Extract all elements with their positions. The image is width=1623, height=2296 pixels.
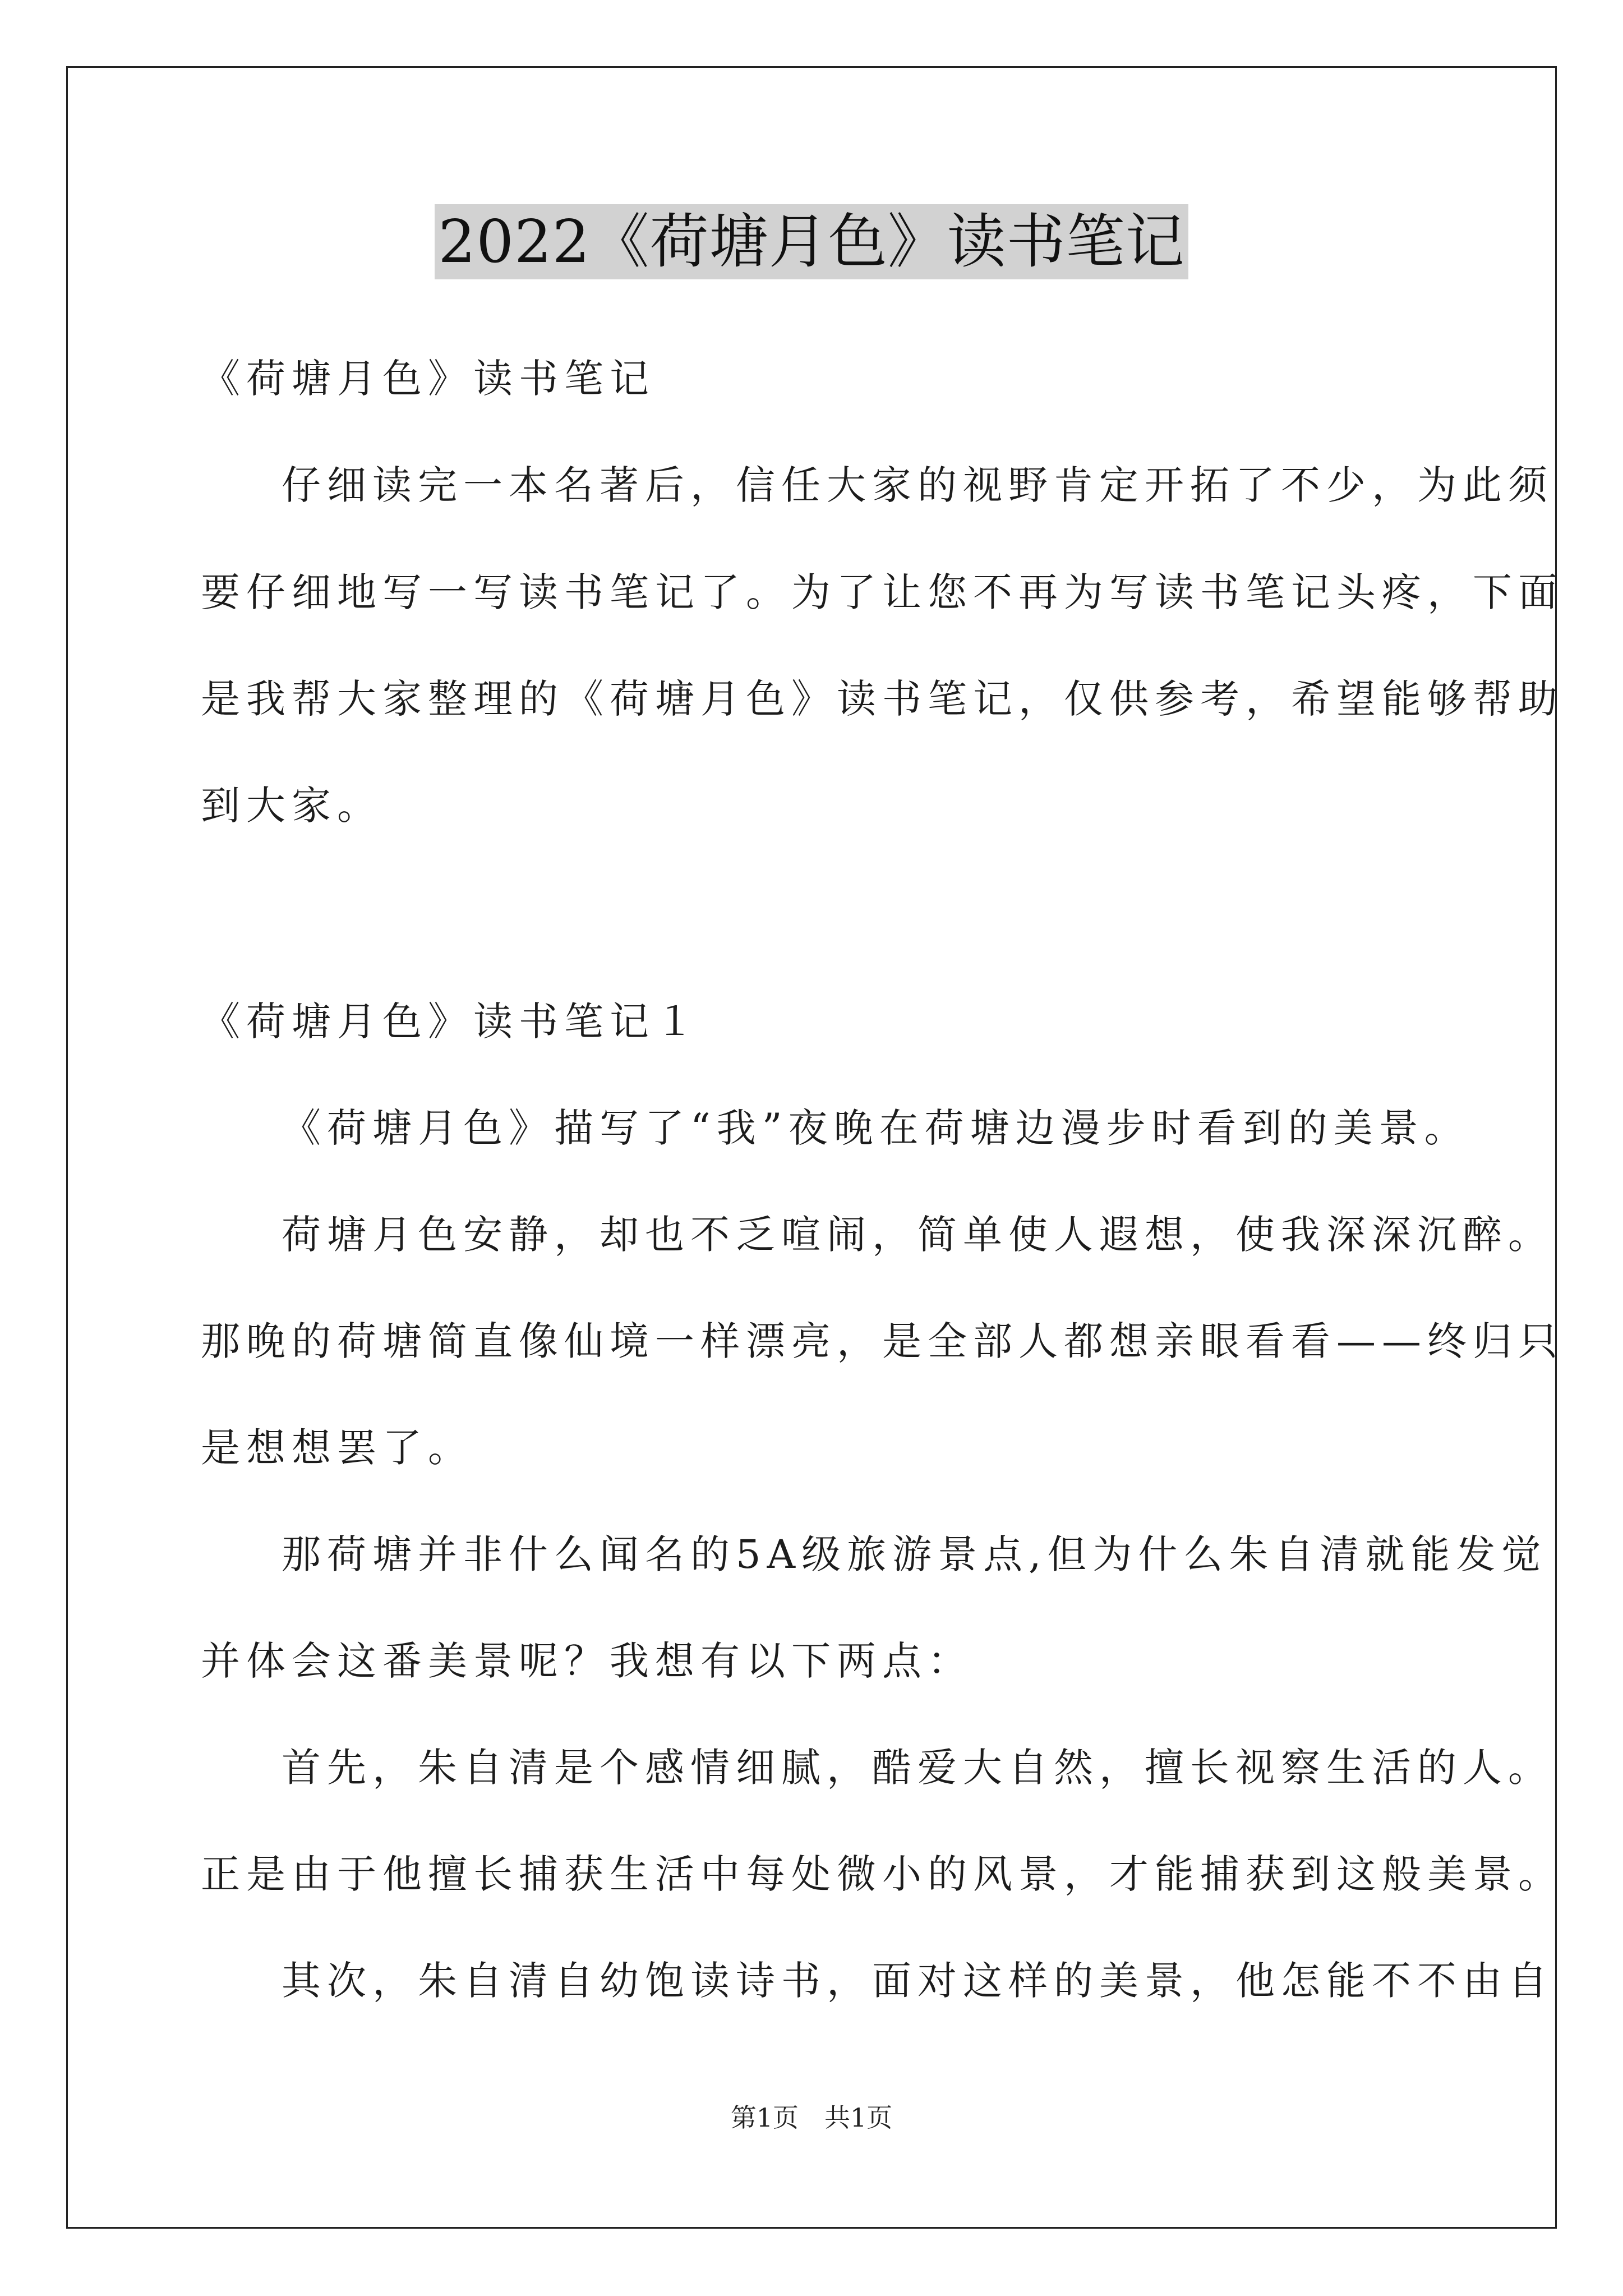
body-line: 那荷塘并非什么闻名的5A级旅游景点,但为什么朱自清就能发觉	[282, 1531, 1547, 1577]
document-title: 2022《荷塘月色》读书笔记	[435, 204, 1188, 279]
body-line: 其次，朱自清自幼饱读诗书，面对这样的美景，他怎能不不由自	[282, 1958, 1553, 2004]
body-line: 正是由于他擅长捕获生活中每处微小的风景，才能捕获到这般美景。	[201, 1851, 1564, 1897]
body-line: 《荷塘月色》描写了“我”夜晚在荷塘边漫步时看到的美景。	[282, 1105, 1470, 1151]
body-line: 首先，朱自清是个感情细腻，酷爱大自然，擅长视察生活的人。	[282, 1745, 1553, 1791]
body-line: 并体会这番美景呢？我想有以下两点：	[201, 1638, 973, 1684]
title-container	[0, 204, 1623, 279]
subtitle-line: 《荷塘月色》读书笔记	[201, 356, 655, 402]
section-heading-1: 《荷塘月色》读书笔记１	[201, 999, 700, 1045]
body-line: 是想想罢了。	[201, 1425, 473, 1471]
intro-line-4: 到大家。	[201, 783, 382, 829]
body-line: 那晚的荷塘简直像仙境一样漂亮，是全部人都想亲眼看看——终归只	[201, 1318, 1564, 1364]
intro-line-3: 是我帮大家整理的《荷塘月色》读书笔记，仅供参考，希望能够帮助	[201, 676, 1564, 722]
body-line: 荷塘月色安静，却也不乏喧闹，简单使人遐想，使我深深沉醉。	[282, 1212, 1553, 1258]
page-footer: 第1页 共1页	[730, 2102, 893, 2133]
intro-line-2: 要仔细地写一写读书笔记了。为了让您不再为写读书笔记头疼，下面	[201, 569, 1564, 615]
intro-line-1: 仔细读完一本名著后，信任大家的视野肯定开拓了不少，为此须	[282, 462, 1553, 508]
